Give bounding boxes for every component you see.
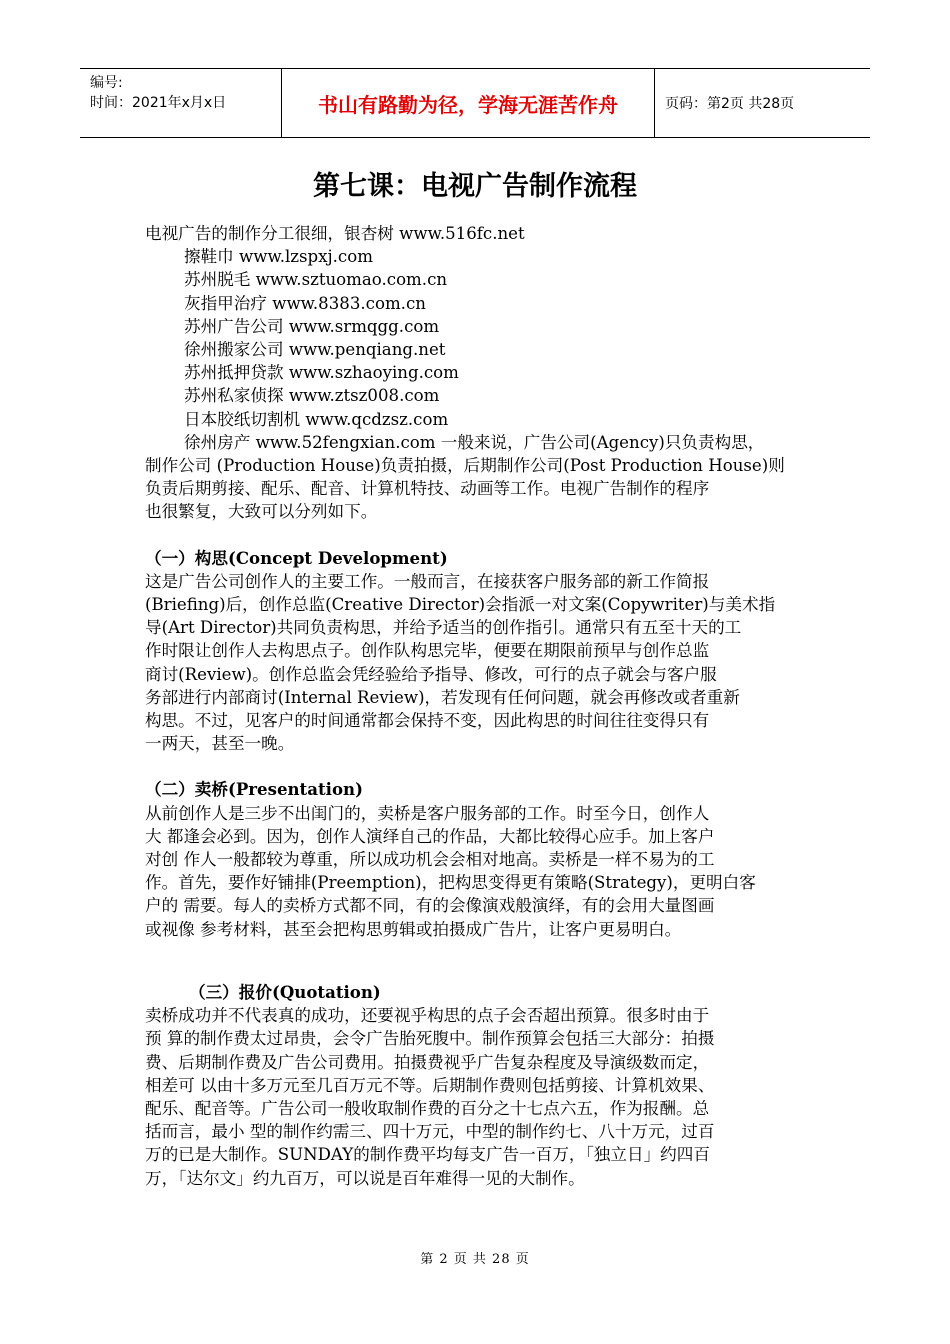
intro-link-line: 苏州脱毛 www.sztuomao.com.cn [184, 270, 448, 290]
section-line: 导(Art Director)共同负责构思，并给予适当的创作指引。通常只有五至十天的工 [145, 618, 742, 638]
section-line: 户的 需要。每人的卖桥方式都不同，有的会像演戏般演绎，有的会用大量图画 [145, 896, 715, 916]
intro-link-line: 擦鞋巾 www.lzspxj.com [184, 247, 373, 267]
section-line: 务部进行内部商讨(Internal Review)，若发现有任何问题，就会再修改或者重新 [145, 687, 740, 707]
section-line: 构思。不过，见客户的时间通常都会保持不变，因此构思的时间往往变得只有 [145, 711, 710, 731]
intro-paragraph-line: 负责后期剪接、配乐、配音、计算机特技、动画等工作。电视广告制作的程序 [145, 479, 710, 499]
section-line: 从前创作人是三步不出闺门的，卖桥是客户服务部的工作。时至今日，创作人 [145, 803, 710, 823]
intro-paragraph-line: 也很繁复，大致可以分列如下。 [145, 502, 378, 522]
intro-first-line: 电视广告的制作分工很细，银杏树 www.516fc.net [145, 224, 525, 243]
section-line: 相差可 以由十多万元至几百万元不等。后期制作费则包括剪接、计算机效果、 [145, 1075, 715, 1095]
section-line: 万，「达尔文」约九百万，可以说是百年难得一见的大制作。 [145, 1168, 585, 1188]
section-line: 商讨(Review)。创作总监会凭经验给予指导、修改，可行的点子就会与客户服 [145, 664, 717, 684]
intro-paragraph-start: 徐州房产 www.52fengxian.com 一般来说，广告公司(Agency)只负责构思， [184, 432, 765, 452]
section-heading: （三）报价(Quotation) [189, 981, 381, 1002]
header-meta [80, 69, 282, 137]
section-line: 括而言，最小 型的制作约需三、四十万元，中型的制作约七、八十万元，过百 [145, 1122, 715, 1142]
intro-link-line: 灰指甲治疗 www.8383.com.cn [184, 293, 426, 313]
header-motto: 书山有路勤为径，学海无涯苦作舟 [282, 69, 655, 137]
section-line: 大 都逢会必到。因为，创作人演绎自己的作品，大都比较得心应手。加上客户 [145, 826, 715, 846]
document-body [145, 222, 813, 1190]
section-line: (Briefing)后，创作总监(Creative Director)会指派一对文案(Copywriter)与美术指 [145, 595, 776, 615]
intro-link-line: 苏州广告公司 www.srmqgg.com [184, 316, 440, 336]
section-line: 对创 作人一般都较为尊重，所以成功机会会相对地高。卖桥是一样不易为的工 [145, 850, 715, 870]
section-line: 一两天，甚至一晚。 [145, 734, 295, 754]
header-page-info: 页码：第2页 共28页 [665, 96, 795, 112]
intro-link-line: 苏州抵押贷款 www.szhaoying.com [184, 363, 459, 383]
header-table [80, 68, 870, 138]
document-title: 第七课：电视广告制作流程 [313, 171, 637, 202]
intro-paragraph-line: 制作公司 (Production House)负责拍摄，后期制作公司(Post Production House)则 [145, 456, 785, 476]
intro-link-line: 徐州搬家公司 www.penqiang.net [184, 340, 446, 360]
section-heading: （二）卖桥(Presentation) [145, 779, 363, 800]
intro-link-line: 苏州私家侦探 www.ztsz008.com [184, 386, 440, 406]
section-line: 预 算的制作费太过昂贵，会令广告胎死腹中。制作预算会包括三大部分：拍摄 [145, 1029, 715, 1049]
section-line: 万的已是大制作。SUNDAY的制作费平均每支广告一百万，「独立日」约四百 [145, 1145, 710, 1165]
section-line: 配乐、配音等。广告公司一般收取制作费的百分之十七点六五，作为报酬。总 [145, 1098, 710, 1118]
section-line: 作。首先，要作好铺排(Preemption)，把构思变得更有策略(Strategy)，更明白客 [145, 873, 756, 893]
section-line: 这是广告公司创作人的主要工作。一般而言，在接获客户服务部的新工作简报 [145, 571, 710, 591]
date-label: 时间：2021年x月x日 [90, 95, 227, 111]
section-line: 或视像 参考材料，甚至会把构思剪辑或拍摄成广告片，让客户更易明白。 [145, 919, 682, 939]
section-line: 卖桥成功并不代表真的成功，还要视乎构思的点子会否超出预算。很多时由于 [145, 1006, 710, 1026]
section-heading: （一）构思(Concept Development) [145, 547, 448, 568]
section-line: 费、后期制作费及广告公司费用。拍摄费视乎广告复杂程度及导演级数而定， [145, 1052, 710, 1072]
intro-link-line: 日本胶纸切割机 www.qcdzsz.com [184, 409, 449, 429]
page-footer: 第 2 页 共 28 页 [420, 1252, 530, 1267]
section-line: 作时限让创作人去构思点子。创作队构思完毕，便要在期限前预早与创作总监 [145, 641, 710, 661]
number-label: 编号: [90, 75, 123, 91]
